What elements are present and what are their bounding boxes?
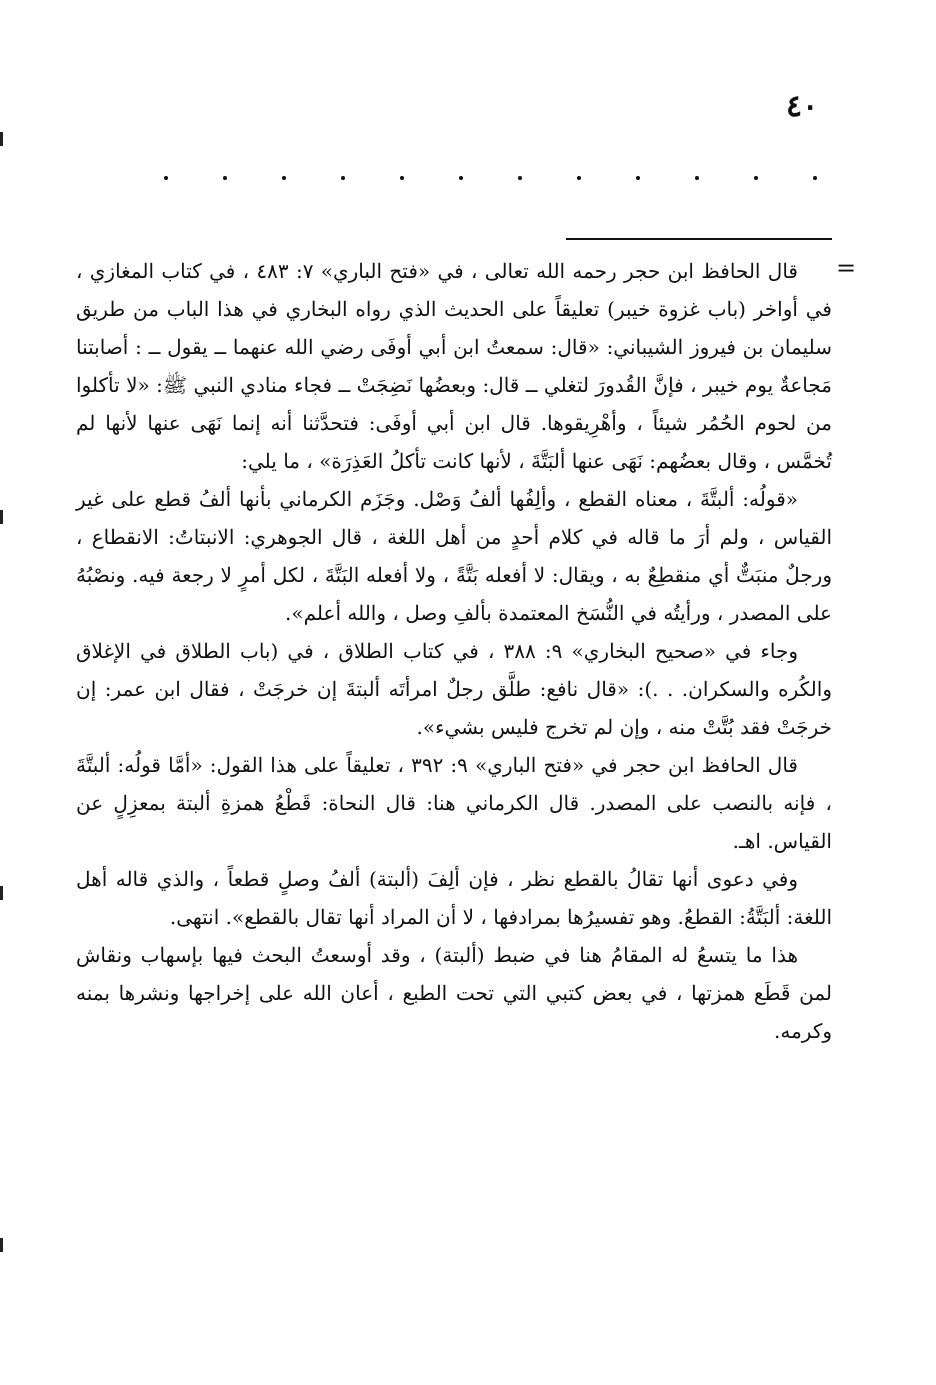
scan-edge-mark [0, 1238, 3, 1252]
footnote-continuation-mark: = [836, 254, 857, 282]
dot [164, 176, 168, 180]
footnote-separator [566, 238, 832, 240]
dot [577, 176, 581, 180]
footnote-paragraph: وجاء في «صحيح البخاري» ٩: ٣٨٨ ، في كتاب الطلاق ، في (باب الطلاق في الإغلاق والكُره والسكران. . .): «قال نافع: طلَّق رجلٌ امرأتَه ألبتةَ إن خرجَتْ ، فقال ابن عمر: إن خرجَتْ فقد بُتَّتْ منه ، وإن لم تخرج فليس بشيء». [76, 639, 832, 739]
dot [695, 176, 699, 180]
page-number: ٤٠ [786, 89, 819, 124]
scan-edge-mark [0, 510, 3, 524]
footnote-body [76, 252, 832, 1050]
footnote-paragraph: قال الحافظ ابن حجر رحمه الله تعالى ، في «فتح الباري» ٧: ٤٨٣ ، في كتاب المغازي ، في أواخر (باب غزوة خيبر) تعليقاً على الحديث الذي رواه البخاري في هذا الباب من طريق سليمان بن فيروز الشيباني: «قال: سمعتُ ابن أبي أوفَى رضي الله عنهما ــ يقول ــ : أصابتنا مَجاعةٌ يوم خيبر ، فإنَّ القُدورَ لتغلي ــ قال: وبعضُها نَضِجَتْ ــ فجاء منادي النبي ﷺ: «لا تأكلوا من لحوم الحُمُر شيئاً ، وأهْرِيقوها. قال ابن أبي أوفَى: فتحدَّثنا أنه إنما نَهَى عنها لأنها لم تُخمَّس ، وقال بعضُهم: نَهَى عنها ألبَتَّةَ ، لأنها كانت تأكلُ العَذِرَة» ، ما يلي: [76, 259, 832, 473]
dot [636, 176, 640, 180]
dot [754, 176, 758, 180]
footnote-paragraph: وفي دعوى أنها تقالُ بالقطع نظر ، فإن ألِفَ (ألبتة) ألفُ وصلٍ قطعاً ، والذي قاله أهل اللغة: ألبَتَّةُ: القطعُ. وهو تفسيرُها بمرادفها ، لا أن المراد أنها تقال بالقطع». انتهى. [76, 867, 832, 929]
dot [282, 176, 286, 180]
dot [813, 176, 817, 180]
scan-edge-mark [0, 886, 3, 900]
footnote-paragraph: قال الحافظ ابن حجر في «فتح الباري» ٩: ٣٩٢ ، تعليقاً على هذا القول: «أمَّا قولُه: ألبتَّةَ ، فإنه بالنصب على المصدر. قال الكرماني هنا: قال النحاة: قَطْعُ همزةِ ألبتة بمعزِلٍ عن القياس. اهـ. [76, 753, 832, 853]
dot [459, 176, 463, 180]
footnote-paragraph: «قولُه: ألبتَّةَ ، معناه القطع ، وألِفُها ألفُ وَصْل. وجَزَم الكرماني بأنها ألفُ قطع على غير القياس ، ولم أرَ ما قاله في كلام أحدٍ من أهل اللغة ، قال الجوهري: الانبتاتُ: الانقطاع ، ورجلٌ منبَتٌّ أي منقطِعٌ به ، ويقال: لا أفعله بَتَّةً ، ولا أفعله البَتَّةَ ، لكل أمرٍ لا رجعة فيه. ونصْبُهُ على المصدر ، ورأيتُه في النُّسَخ المعتمدة بألفِ وصل ، والله أعلم». [76, 487, 832, 625]
ellipsis-dots [164, 168, 832, 188]
footnote-paragraph: هذا ما يتسعُ له المقامُ هنا في ضبط (ألبتة) ، وقد أوسعتُ البحث فيها بإسهاب ونقاش لمن قَطَع همزتها ، في بعض كتبي التي تحت الطبع ، أعان الله على إخراجها ونشرها بمنه وكرمه. [76, 943, 832, 1043]
scan-edge-mark [0, 132, 3, 146]
dot [341, 176, 345, 180]
dot [400, 176, 404, 180]
dot [518, 176, 522, 180]
dot [223, 176, 227, 180]
